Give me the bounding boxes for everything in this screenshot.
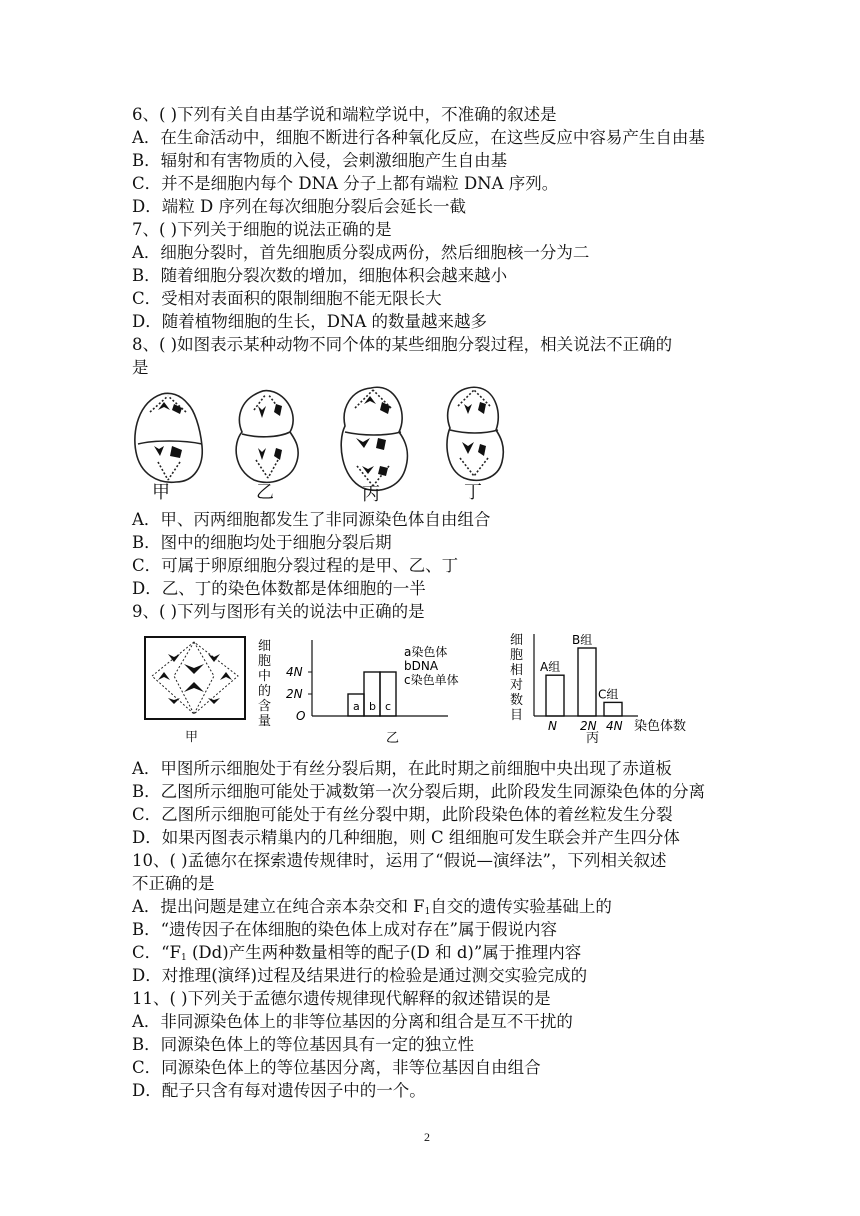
bar-label: a (353, 700, 360, 713)
q7-option-c: C．受相对表面积的限制细胞不能无限长大 (132, 289, 442, 308)
bar (604, 702, 622, 716)
q11-option-a: A．非同源染色体上的非等位基因的分离和组合是互不干扰的 (132, 1012, 573, 1031)
q11-option-d: D．配子只含有每对遗传因子中的一个。 (132, 1081, 426, 1100)
q7-stem: 7、( )下列关于细胞的说法正确的是 (132, 220, 392, 239)
q11-stem: 11、( )下列关于孟德尔遗传规律现代解释的叙述错误的是 (132, 989, 551, 1008)
q9-figure-yi (256, 636, 486, 746)
q10-option-c: C．“$F_1$ (Dd)产生两种数量相等的配子(D 和 d)”属于推理内容 (132, 943, 582, 963)
q8-stem-line1: 8、( )如图表示某种动物不同个体的某些细胞分裂过程，相关说法不正确的 (132, 335, 673, 354)
y-axis-label-char: 胞 (510, 648, 524, 663)
q9-option-c: C．乙图所示细胞可能处于有丝分裂中期，此阶段染色体的着丝粒发生分裂 (132, 805, 673, 824)
q6-option-b: B．辐射和有害物质的入侵，会刺激细胞产生自由基 (132, 151, 508, 170)
q7-option-b: B．随着细胞分裂次数的增加，细胞体积会越来越小 (132, 266, 508, 285)
y-tick-label: 4N (286, 665, 303, 679)
q6-option-c: C．并不是细胞内每个 DNA 分子上都有端粒 DNA 序列。 (132, 174, 559, 193)
y-axis-label-char: 相 (510, 663, 524, 678)
y-tick-label: 2N (286, 687, 303, 701)
q9-stem: 9、( )下列与图形有关的说法中正确的是 (132, 602, 425, 621)
q9-caption-jia: 甲 (185, 730, 199, 745)
q8-caption-bing: 丙 (362, 484, 380, 505)
y-axis-label-char: 对 (510, 678, 524, 693)
bar-label: c (385, 700, 392, 713)
bar (578, 648, 596, 716)
q10-stem-line2: 不正确的是 (132, 874, 215, 893)
cell-ding (447, 387, 503, 480)
q9-figure-bing (508, 630, 718, 748)
y-axis-label-char: 中 (258, 669, 272, 684)
y-axis-label-char: 细 (510, 633, 524, 648)
group-label: C组 (598, 687, 619, 702)
chart-caption: 丙 (586, 731, 600, 746)
q8-option-b: B．图中的细胞均处于细胞分裂后期 (132, 533, 392, 552)
x-tick-label: 2N (580, 719, 597, 733)
q10-option-a: A．提出问题是建立在纯合亲本杂交和 $F_1$自交的遗传实验基础上的 (132, 897, 612, 917)
q6-option-d: D．端粒 D 序列在每次细胞分裂后会延长一截 (132, 197, 466, 216)
q10-option-b: B．“遗传因子在体细胞的染色体上成对存在”属于假说内容 (132, 920, 557, 939)
x-tick-label: N (548, 719, 557, 733)
y-axis-label-char: 含 (258, 699, 272, 714)
q9-option-d: D．如果丙图表示精巢内的几种细胞，则 C 组细胞可发生联会并产生四分体 (132, 828, 680, 847)
y-axis-label-char: 目 (510, 708, 524, 723)
bar-label: b (369, 700, 376, 713)
y-axis-label-char: 量 (258, 714, 272, 729)
legend-entry: c染色单体 (404, 673, 459, 687)
q8-option-c: C．可属于卵原细胞分裂过程的是甲、乙、丁 (132, 556, 459, 575)
bar (546, 675, 564, 716)
q8-stem-line2: 是 (132, 358, 149, 377)
q6-option-a: A．在生命活动中，细胞不断进行各种氧化反应，在这些反应中容易产生自由基 (132, 128, 705, 147)
q8-option-a: A．甲、丙两细胞都发生了非同源染色体自由组合 (132, 510, 491, 529)
chart-caption: 乙 (386, 731, 400, 746)
q8-option-d: D．乙、丁的染色体数都是体细胞的一半 (132, 579, 426, 598)
group-label: A组 (540, 660, 561, 675)
q8-caption-yi: 乙 (256, 482, 274, 503)
q7-option-a: A．细胞分裂时，首先细胞质分裂成两份，然后细胞核一分为二 (132, 243, 590, 262)
q8-caption-ding: 丁 (464, 482, 482, 503)
q9-figure-jia (144, 636, 246, 720)
x-axis-label: 染色体数 (634, 719, 687, 734)
q8-caption-jia: 甲 (152, 482, 170, 503)
q10-option-d: D．对推理(演绎)过程及结果进行的检验是通过测交实验完成的 (132, 966, 588, 985)
q9-option-a: A．甲图所示细胞处于有丝分裂后期，在此时期之前细胞中央出现了赤道板 (132, 759, 672, 778)
q11-option-b: B．同源染色体上的等位基因具有一定的独立性 (132, 1035, 475, 1054)
q10-stem-line1: 10、( )孟德尔在探索遗传规律时，运用了“假说—演绎法”，下列相关叙述 (132, 851, 667, 870)
q6-stem: 6、( )下列有关自由基学说和端粒学说中，不准确的叙述是 (132, 105, 557, 124)
y-axis-label-char: 胞 (258, 654, 272, 669)
group-label: B组 (572, 633, 593, 647)
legend-entry: a染色体 (404, 645, 448, 659)
page-number: 2 (424, 1130, 430, 1144)
q7-option-d: D．随着植物细胞的生长，DNA 的数量越来越多 (132, 312, 488, 331)
x-tick-label: 4N (606, 719, 623, 733)
q9-option-b: B．乙图所示细胞可能处于减数第一次分裂后期，此阶段发生同源染色体的分离 (132, 782, 706, 801)
y-axis-label-char: 细 (258, 639, 272, 654)
y-axis-label-char: 的 (258, 684, 272, 699)
cell-yi (236, 391, 298, 483)
y-axis-label-char: 数 (510, 693, 524, 708)
cell-jia (135, 393, 202, 482)
y-tick-label: O (296, 709, 306, 723)
legend-entry: bDNA (404, 659, 439, 673)
q11-option-c: C．同源染色体上的等位基因分离，非等位基因自由组合 (132, 1058, 541, 1077)
